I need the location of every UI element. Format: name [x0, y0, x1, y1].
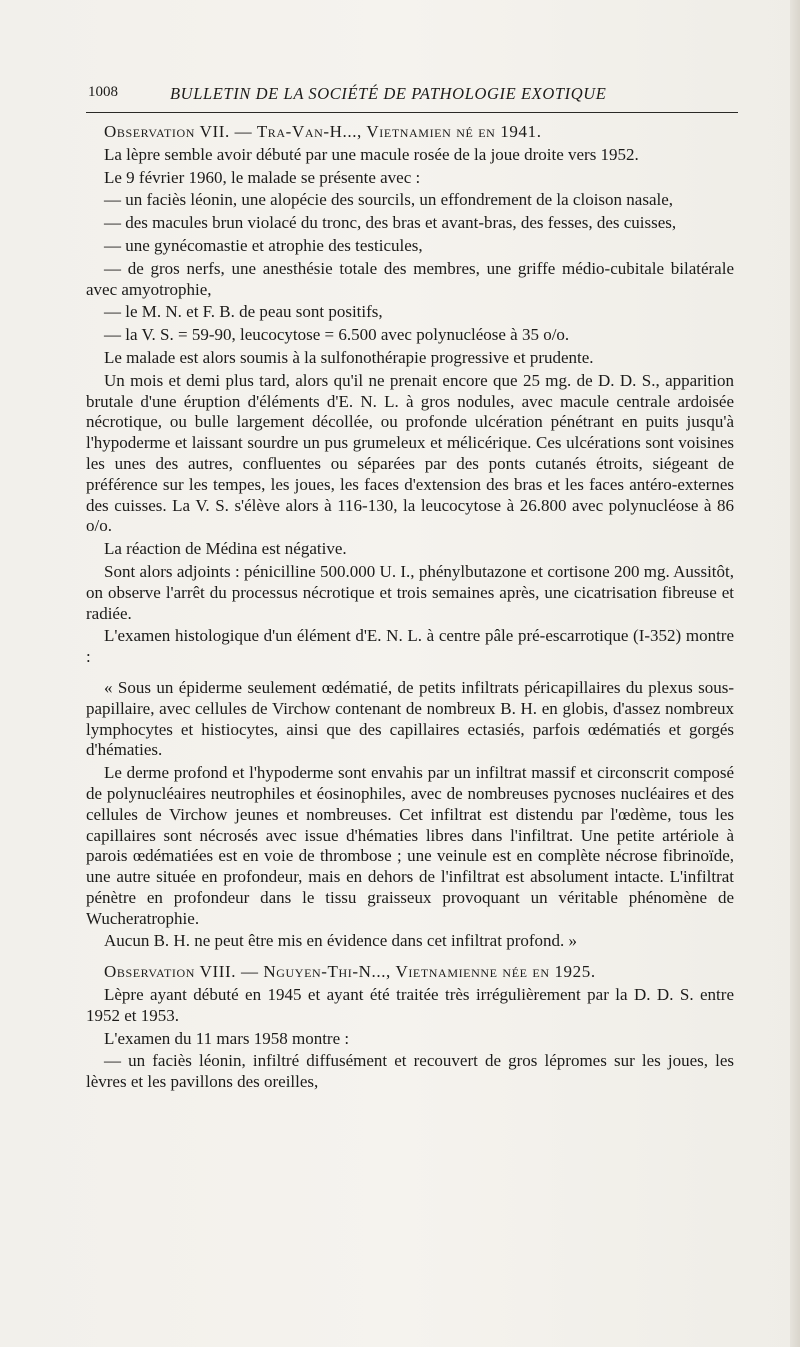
observation-heading: Observation VII. — Tra-Van-H..., Vietnamien né en 1941. — [104, 122, 542, 141]
histology-quote: Aucun B. H. ne peut être mis en évidence dans cet infiltrat profond. » — [104, 931, 578, 951]
dash-item: — un faciès léonin, infiltré diffusément et recouvert de gros lépromes sur les joues, les lèvres et les pavillons des oreilles, — [86, 1051, 734, 1092]
observation-heading: Observation VIII. — Nguyen-Thi-N..., Vietnamienne née en 1925. — [104, 962, 596, 982]
histology-quote: « Sous un épiderme seulement œdématié, de petits infiltrats péricapillaires du plexus sous-papillaire, avec cellules de Virchow contenant de nombreux B. H. en globis, d'assez nombreux lymphocytes et histiocytes, ainsi que des capillaires ectasiés, parfois œdématiés et gorgés d'hématies. — [86, 677, 734, 760]
dash-item: — une gynécomastie et atrophie des testicules, — [104, 235, 423, 255]
paragraph: Un mois et demi plus tard, alors qu'il ne prenait encore que 25 mg. de D. D. S., apparition brutale d'une éruption d'éléments d'E. N. L. à gros nodules, avec macule centrale ardoisée nécrotique, ou bulle largement décollée, ou profonde ulcération pénétrant en puits jusqu'à l'hypoderme et laissant sourdre un pus grumeleux et mélicérique. Ces ulcérations sont voisines les unes des autres, confluentes ou séparées par des ponts cutanés étroits, siégeant de préférence sur les tempes, les joues, les faces d'extension des bras et les faces antéro-externes des cuisses. La V. S. s'élève alors à 116-130, la leucocytose à 26.800 avec polynucléose à 86 o/o. — [86, 370, 734, 536]
running-header — [88, 84, 738, 110]
paragraph: Sont alors adjoints : pénicilline 500.000 U. I., phénylbutazone et cortisone 200 mg. Aussitôt, on observe l'arrêt du processus nécrotique et trois semaines après, une cicatrisation fibreuse et radiée. — [86, 561, 734, 623]
dash-item: — de gros nerfs, une anesthésie totale des membres, une griffe médio-cubitale bilatérale avec amyotrophie, — [86, 258, 734, 299]
paragraph: L'examen histologique d'un élément d'E. N. L. à centre pâle pré-escarrotique (I-352) montre : — [86, 626, 734, 667]
dash-item: — un faciès léonin, une alopécie des sourcils, un effondrement de la cloison nasale, — [104, 190, 674, 210]
paragraph: La réaction de Médina est négative. — [104, 539, 347, 559]
page-edge-shadow — [790, 0, 800, 1347]
dash-item: — la V. S. = 59-90, leucocytose = 6.500 avec polynucléose à 35 o/o. — [104, 325, 570, 345]
paragraph: Lèpre ayant débuté en 1945 et ayant été traitée très irrégulièrement par la D. D. S. entre 1952 et 1953. — [86, 985, 734, 1025]
header-rule — [86, 112, 738, 113]
paragraph: Le malade est alors soumis à la sulfonothérapie progressive et prudente. — [104, 347, 594, 367]
paragraph: Le 9 février 1960, le malade se présente avec : — [104, 167, 421, 187]
running-title: BULLETIN DE LA SOCIÉTÉ DE PATHOLOGIE EXOTIQUE — [170, 84, 607, 103]
dash-item: — des macules brun violacé du tronc, des bras et avant-bras, des fesses, des cuisses, — [104, 213, 677, 233]
paragraph: La lèpre semble avoir débuté par une macule rosée de la joue droite vers 1952. — [104, 144, 639, 164]
dash-item: — le M. N. et F. B. de peau sont positifs, — [104, 302, 383, 322]
page-number: 1008 — [88, 84, 118, 100]
paragraph: L'examen du 11 mars 1958 montre : — [104, 1028, 350, 1048]
histology-quote: Le derme profond et l'hypoderme sont envahis par un infiltrat massif et circonscrit composé de polynucléaires neutrophiles et éosinophiles, avec de nombreuses pycnoses nucléaires et des cellules de Virchow jeunes et nombreuses. Cet infiltrat est distendu par l'œdème, tous les capillaires sont nécrosés avec issue d'hématies libres dans l'infiltrat. Une petite artériole à parois œdématiées est en voie de thrombose ; une veinule est en complète nécrose fibrinoïde, une autre située en profondeur, mais en dehors de l'infiltrat est absolument intacte. L'infiltrat pénètre en profondeur dans le tissu graisseux provoquant un véritable phénomène de Wucheratrophie. — [86, 763, 734, 928]
article-body — [86, 122, 734, 1095]
